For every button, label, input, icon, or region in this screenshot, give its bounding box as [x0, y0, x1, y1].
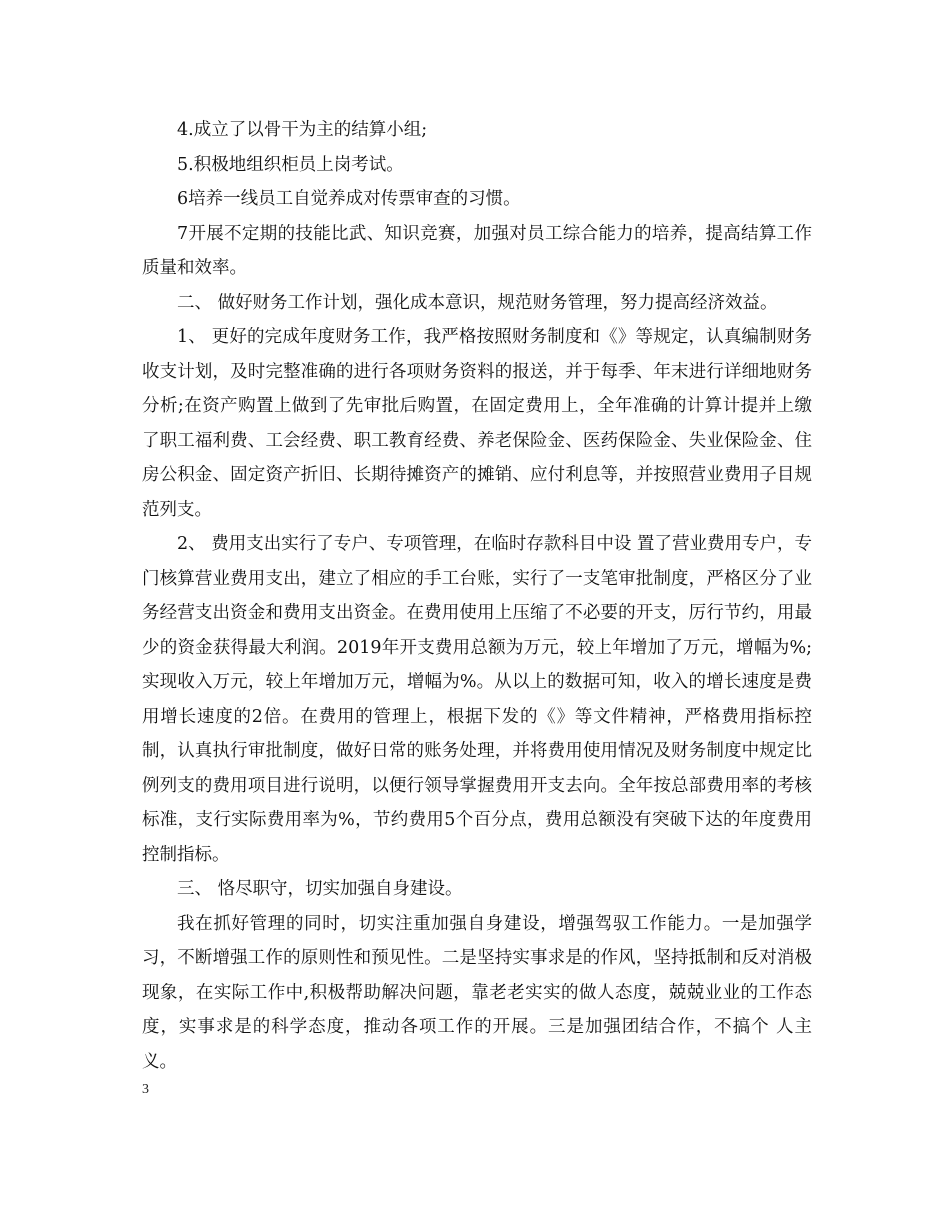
page-number: 3 — [142, 1082, 149, 1097]
list-item: 4.成立了以骨干为主的结算小组; — [177, 120, 428, 140]
section-heading-2: 二、 做好财务工作计划，强化成本意识，规范财务管理，努力提高经济效益。 — [177, 292, 778, 313]
paragraph: 2、 费用支出实行了专户、专项管理，在临时存款科目中设 置了营业费用专户，专门核算营业费用支出，建立了相应的手工台账，实行了一支笔审批制度，严格区分了业务经营支出资金和费用支出资金。在费用使用上压缩了不必要的开支，厉行节约，用最少的资金获得最大利润。2019年开支费用总额为万元，较上年增加了万元，增幅为%;实现收入万元，较上年增加万元，增幅为%。从以上的数据可知，收入的增长速度是费用增长速度的2倍。在费用的管理上，根据下发的《》等文件精神，严格费用指标控制，认真执行审批制度，做好日常的账务处理，并将费用使用情况及财务制度中规定比例列支的费用项目进行说明，以便行领导掌握费用开支去向。全年按总部费用率的考核标准，支行实际费用率为%，节约费用5个百分点，费用总额没有突破下达的年度费用控制指标。 — [142, 534, 812, 865]
paragraph: 1、 更好的完成年度财务工作，我严格按照财务制度和《》等规定，认真编制财务收支计划，及时完整准确的进行各项财务资料的报送，并于每季、年末进行详细地财务分析;在资产购置上做到了先审批后购置，在固定费用上，全年准确的计算计提并上缴了职工福利费、工会经费、职工教育经费、养老保险金、医药保险金、失业保险金、住房公积金、固定资产折旧、长期待摊资产的摊销、应付利息等，并按照营业费用子目规范列支。 — [142, 327, 812, 520]
paragraph: 我在抓好管理的同时，切实注重加强自身建设，增强驾驭工作能力。一是加强学习，不断增强工作的原则性和预见性。二是坚持实事求是的作风，坚持抵制和反对消极现象，在实际工作中,积极帮助解决问题，靠老老实实的做人态度，兢兢业业的工作态度，实事求是的科学态度，推动各项工作的开展。三是加强团结合作，不搞个 人主义。 — [142, 913, 812, 1072]
section-heading-3: 三、 恪尽职守，切实加强自身建设。 — [177, 879, 463, 899]
list-item: 6培养一线员工自觉养成对传票审查的习惯。 — [177, 189, 521, 209]
document-body — [142, 113, 812, 1079]
list-item: 5.积极地组织柜员上岗考试。 — [177, 154, 404, 175]
list-item: 7开展不定期的技能比武、知识竞赛，加强对员工综合能力的培养，提高结算工作质量和效率。 — [142, 223, 812, 278]
